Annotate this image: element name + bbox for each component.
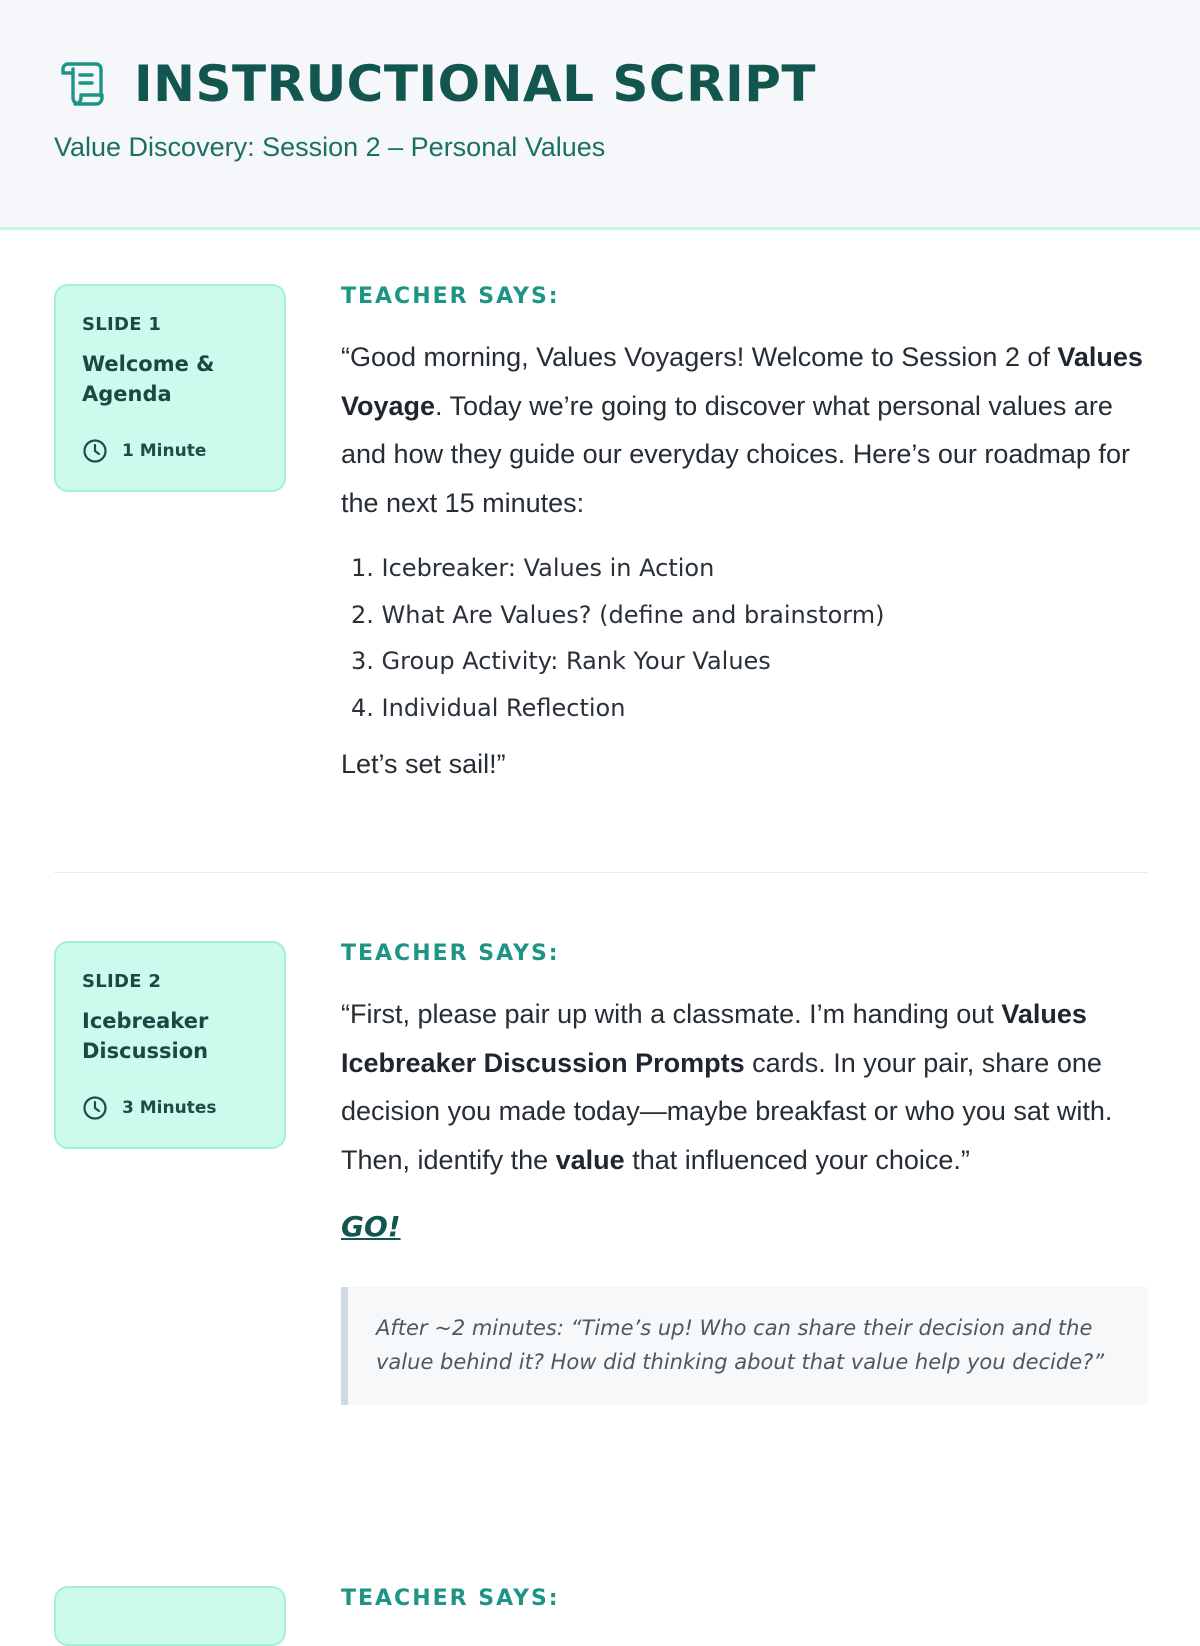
slide-content [341, 941, 1148, 1405]
bold-term: value [555, 1144, 625, 1175]
slide-card [54, 941, 286, 1149]
bold-term: Values Icebreaker Discussion Prompts [341, 999, 1087, 1078]
slide-number: SLIDE 1 [82, 314, 162, 335]
slide-title: Welcome & Agenda [82, 352, 215, 406]
slide-content [341, 1586, 1148, 1611]
page-title: INSTRUCTIONAL SCRIPT [134, 55, 816, 113]
slide-title: Icebreaker Discussion [82, 1009, 209, 1063]
slide-duration [82, 1095, 216, 1121]
clock-icon [82, 438, 108, 464]
agenda-item: 1. Icebreaker: Values in Action [351, 554, 715, 582]
closing-line: Let’s set sail!” [341, 749, 506, 779]
slide-card [54, 1586, 286, 1646]
agenda-item: 4. Individual Reflection [351, 693, 626, 722]
slide-section-1 [54, 284, 1148, 844]
slide-card [54, 284, 286, 492]
slide-section-2 [54, 941, 1148, 1481]
clock-icon [82, 1095, 108, 1121]
slide-duration [82, 438, 206, 464]
slide-section-3 [54, 1586, 1148, 1626]
page-subtitle: Value Discovery: Session 2 – Personal Values [54, 132, 606, 162]
agenda-list [341, 545, 1148, 731]
agenda-item: 3. Group Activity: Rank Your Values [351, 647, 771, 675]
teacher-script: “First, please pair up with a classmate. I’m handing out Values Icebreaker Discussion Prompts cards. In your pair, share one decision you made today—maybe breakfast or who you sat with. Then, identify the value that influenced your choice.” [341, 999, 1113, 1175]
duration-label: 3 Minutes [122, 1098, 217, 1118]
page-header [0, 0, 1200, 230]
teacher-says-label: TEACHER SAYS: [341, 1586, 560, 1611]
facilitator-note: After ~2 minutes: “Time’s up! Who can share their decision and the value behind it? How did thinking about that value help you decide?” [341, 1287, 1148, 1405]
teacher-script: “Good morning, Values Voyagers! Welcome to Session 2 of Values Voyage. Today we’re going to discover what personal values are and how they guide our everyday choices. Here’s our roadmap for the next 15 minutes: [341, 342, 1143, 518]
slide-content [341, 284, 1148, 780]
scroll-icon [54, 58, 106, 110]
title-row [54, 54, 816, 114]
slide-number: SLIDE 2 [82, 971, 162, 992]
teacher-says-label: TEACHER SAYS: [341, 941, 560, 966]
section-divider [54, 872, 1148, 873]
go-cue: GO! [341, 1210, 401, 1243]
bold-term: Values Voyage [341, 342, 1143, 421]
agenda-item: 2. What Are Values? (define and brainstorm) [351, 600, 885, 629]
duration-label: 1 Minute [122, 441, 207, 461]
teacher-says-label: TEACHER SAYS: [341, 284, 560, 309]
